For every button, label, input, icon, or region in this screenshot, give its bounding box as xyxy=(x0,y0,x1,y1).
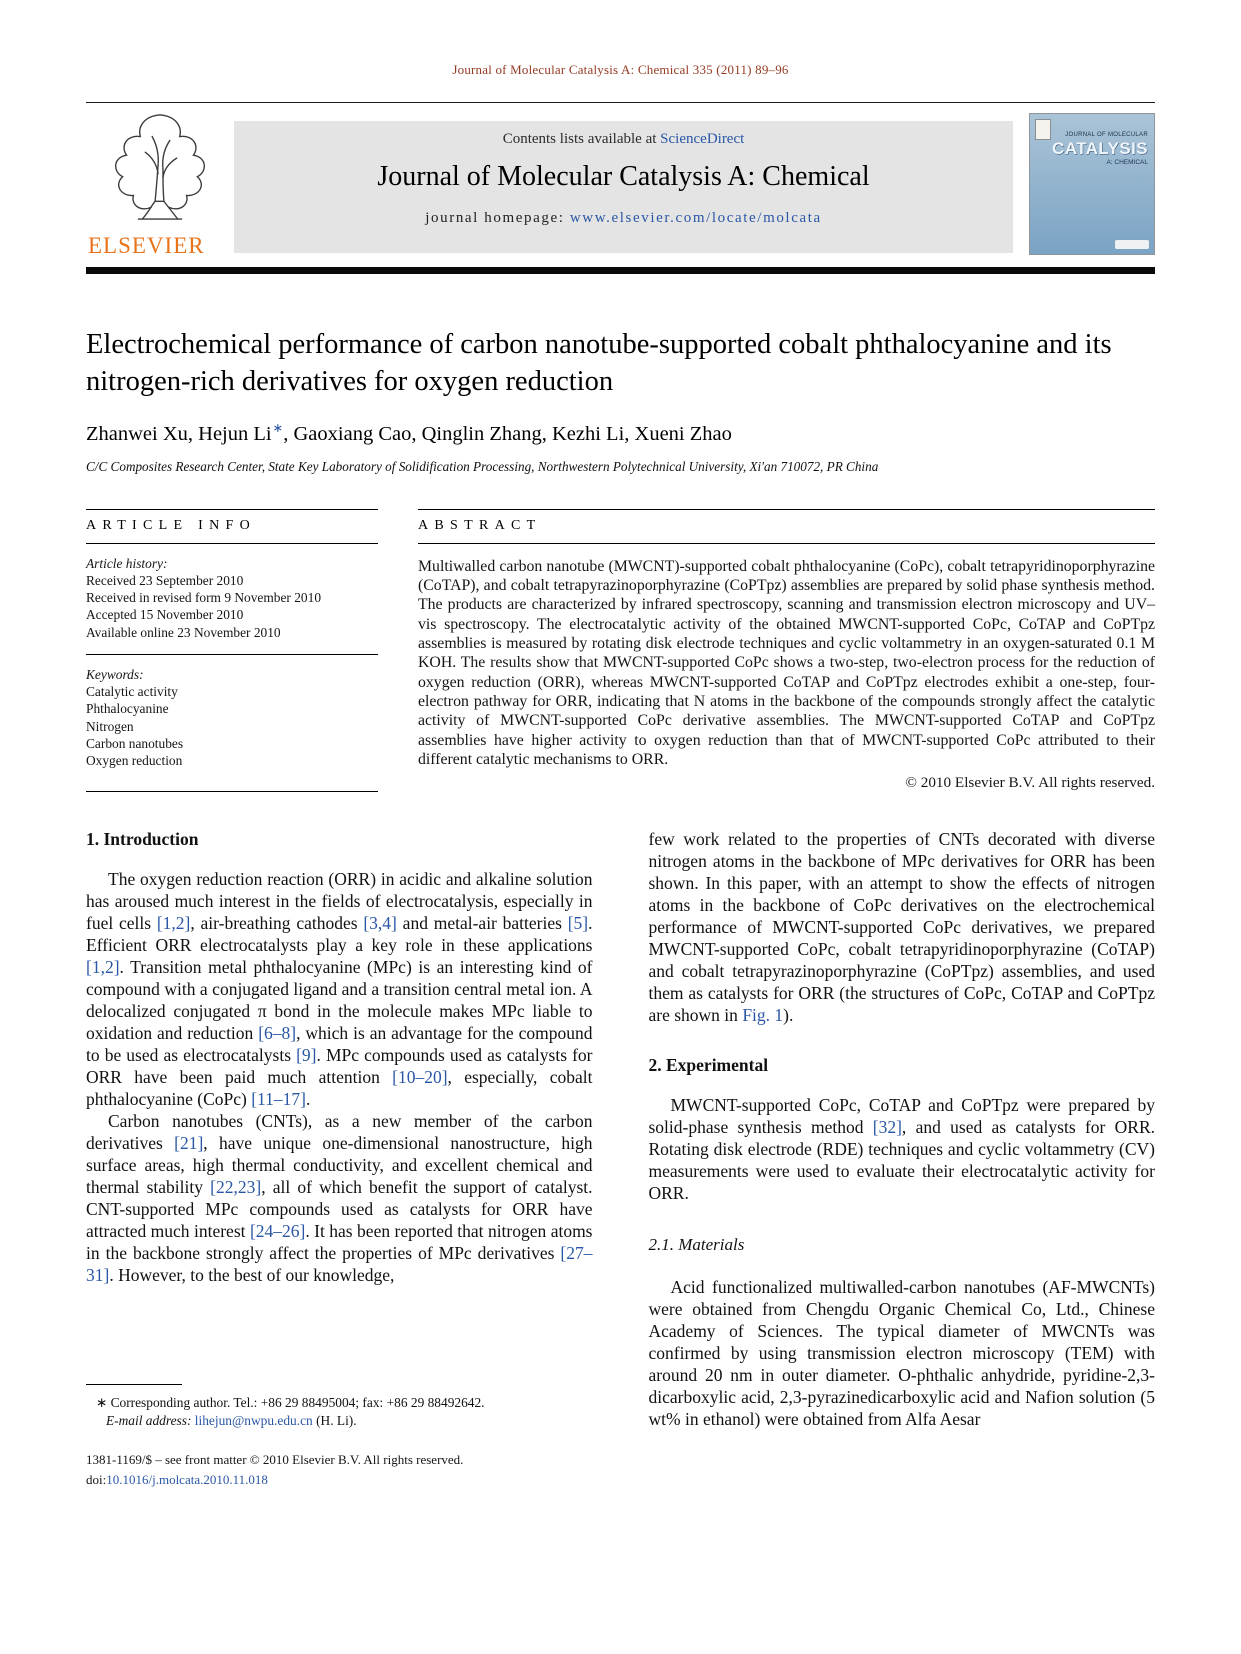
article-history-item: Accepted 15 November 2010 xyxy=(86,607,244,623)
keywords-label: Keywords: xyxy=(86,667,144,683)
ref-link[interactable]: [11–17] xyxy=(251,1089,306,1110)
issn-line: 1381-1169/$ – see front matter © 2010 Elsevier B.V. All rights reserved. xyxy=(86,1452,464,1468)
article-info-column xyxy=(86,509,378,792)
text-segment: , air-breathing cathodes xyxy=(190,913,364,934)
ref-link[interactable]: [32] xyxy=(872,1117,902,1138)
intro-paragraph-2 xyxy=(86,1110,593,1286)
abstract-heading: ABSTRACT xyxy=(418,509,1155,544)
ref-link[interactable]: [1,2] xyxy=(156,913,191,934)
article-history-item: Available online 23 November 2010 xyxy=(86,624,281,640)
materials-heading: 2.1. Materials xyxy=(648,1235,745,1255)
article-history-item: Received in revised form 9 November 2010 xyxy=(86,590,322,606)
keyword-item: Phthalocyanine xyxy=(86,701,169,717)
doi-prefix: doi: xyxy=(86,1471,107,1487)
text-segment: . It has been reported that nitrogen atoms in the backbone strongly affect the properties of MPc derivatives xyxy=(86,1221,593,1264)
keyword-item: Oxygen reduction xyxy=(86,753,183,769)
journal-cover xyxy=(1029,113,1155,255)
text-segment: . MPc compounds used as catalysts for ORR have been paid much attention xyxy=(86,1045,593,1088)
cover-title: CATALYSIS xyxy=(1052,139,1148,158)
corresponding-author-asterisk[interactable]: ∗ xyxy=(272,421,284,435)
homepage-prefix: journal homepage: xyxy=(425,210,570,226)
article-history-list xyxy=(86,572,378,641)
text-segment: Carbon nanotubes (CNTs), as a new member of the carbon derivatives xyxy=(86,1111,593,1154)
info-divider-rule xyxy=(86,654,378,655)
text-segment: ∗ Corresponding author. Tel.: +86 29 88495004; fax: +86 29 88492642. xyxy=(96,1395,485,1411)
header-black-bar xyxy=(86,267,1155,274)
ref-link[interactable]: [5] xyxy=(567,913,589,934)
text-segment: The oxygen reduction reaction (ORR) in acidic and alkaline solution has aroused much interest in the fields of electrocatalysis, especially in fuel cells xyxy=(86,869,593,934)
elsevier-logo xyxy=(86,109,234,257)
info-bottom-rule xyxy=(86,791,378,792)
materials-paragraph: Acid functionalized multiwalled-carbon nanotubes (AF-MWCNTs) were obtained from Chengdu Organic Chemical Co, Ltd., Chinese Academy of Sciences. The typical diameter of MWCNTs was confirmed by using transmission electron microscopy (TEM) with around 20 nm in outer diameter. O-phthalic anhydride, pyridine-2,3-dicarboxylic acid, 2,3-pyrazinedicarboxylic acid and Nafion solution (5 wt% in ethanol) were obtained from Alfa Aesar xyxy=(648,1277,1155,1430)
doi-link[interactable]: 10.1016/j.molcata.2010.11.018 xyxy=(106,1471,268,1487)
keyword-item: Carbon nanotubes xyxy=(86,735,184,751)
text-segment: , Gaoxiang Cao, Qinglin Zhang, Kezhi Li, Xueni Zhao xyxy=(283,422,732,445)
journal-citation: Journal of Molecular Catalysis A: Chemical 335 (2011) 89–96 xyxy=(452,62,789,77)
authors-line xyxy=(86,420,1155,446)
right-column xyxy=(649,828,1156,1430)
elsevier-wordmark: ELSEVIER xyxy=(88,233,205,258)
cover-footer-mark xyxy=(1115,240,1149,249)
text-segment: . Transition metal phthalocyanine (MPc) is an interesting kind of compound with a conjugated ligand and a transition central metal ion. A delocalized conjugated π bond in the molecule makes MPc liable to oxidation and reduction xyxy=(86,957,593,1044)
homepage-line xyxy=(234,210,1013,227)
header-top-rule xyxy=(86,102,1155,103)
journal-title: Journal of Molecular Catalysis A: Chemical xyxy=(377,161,870,192)
text-segment: E-mail address: xyxy=(106,1413,195,1429)
footnote-email-line xyxy=(86,1412,593,1430)
text-segment: . However, to the best of our knowledge, xyxy=(109,1265,395,1286)
abstract-column xyxy=(418,509,1155,792)
intro-paragraph-1 xyxy=(86,868,593,1110)
cover-logo-box xyxy=(1035,119,1051,140)
keywords-list xyxy=(86,683,378,769)
text-segment: , and used as catalysts for ORR. Rotating disk electrode (RDE) techniques and cyclic voltammetry (CV) measurements were used to evaluate their electrocatalytic activity for ORR. xyxy=(648,1117,1156,1204)
experimental-heading: 2. Experimental xyxy=(648,1055,769,1076)
ref-link[interactable]: [3,4] xyxy=(363,913,397,934)
article-history-label: Article history: xyxy=(86,555,168,571)
contents-line xyxy=(234,131,1013,148)
doi-line xyxy=(86,1470,1155,1490)
article-body xyxy=(86,828,1155,1430)
text-segment: , which is an advantage for the compound to be used as electrocatalysts xyxy=(86,1023,593,1066)
cover-subtitle: A: CHEMICAL xyxy=(1106,159,1148,166)
article-history-item: Received 23 September 2010 xyxy=(86,572,244,588)
email-link[interactable]: lihejun@nwpu.edu.cn xyxy=(194,1413,313,1429)
text-segment: , have unique one-dimensional nanostructure, high surface areas, high thermal conductivity, and excellent chemical and thermal stability xyxy=(86,1133,593,1198)
text-segment: few work related to the properties of CNTs decorated with diverse nitrogen atoms in the backbone of MPc derivatives for ORR has been shown. In this paper, with an attempt to show the effects of nitrogen atoms in the backbone of CoPc derivatives on the electrochemical performance of MWCNT-supported CoPc derivatives, we prepared MWCNT-supported CoPc, cobalt tetrapyridinoporphyrazine (CoTAP) and cobalt tetrapyrazinoporphyrazine (CoPTpz) assemblies, and used them as catalysts for ORR (the structures of CoPc, CoTAP and CoPTpz are shown in xyxy=(648,829,1155,1026)
intro-heading: 1. Introduction xyxy=(86,829,199,850)
info-abstract-section xyxy=(86,509,1155,792)
ref-link[interactable]: [1,2] xyxy=(86,957,120,978)
text-segment: ). xyxy=(783,1005,794,1026)
ref-link[interactable]: [6–8] xyxy=(258,1023,297,1044)
ref-link[interactable]: [27–31] xyxy=(86,1243,593,1286)
ref-link[interactable]: [24–26] xyxy=(249,1221,306,1242)
text-segment: and metal-air batteries xyxy=(396,913,568,934)
ref-link[interactable]: [21] xyxy=(174,1133,204,1154)
journal-header xyxy=(86,107,1155,259)
cover-journal-line: JOURNAL OF MOLECULAR xyxy=(1065,132,1148,138)
text-segment: , all of which benefit the support of catalyst. CNT-supported MPc compounds used as catalysts for ORR have attracted much interest xyxy=(86,1177,593,1242)
experimental-paragraph xyxy=(649,1094,1156,1204)
text-segment: Zhanwei Xu, Hejun Li xyxy=(86,422,272,445)
footnote-corresponding xyxy=(86,1394,593,1412)
elsevier-tree-icon xyxy=(101,109,219,221)
sciencedirect-link[interactable]: ScienceDirect xyxy=(660,131,745,147)
text-segment: . xyxy=(306,1089,311,1110)
text-segment: MWCNT-supported CoPc, CoTAP and CoPTpz were prepared by solid-phase synthesis method xyxy=(648,1095,1155,1138)
ref-link[interactable]: [22,23] xyxy=(210,1177,262,1198)
footnote xyxy=(86,1344,593,1430)
text-segment: , especially, cobalt phthalocyanine (CoPc) xyxy=(86,1067,593,1110)
article-title: Electrochemical performance of carbon nanotube-supported cobalt phthalocyanine and its nitrogen-rich derivatives for oxygen reduction xyxy=(86,329,1112,397)
text-segment: . Efficient ORR electrocatalysts play a key role in these applications xyxy=(86,913,593,956)
footnote-rule xyxy=(86,1384,182,1385)
ref-link[interactable]: [9] xyxy=(296,1045,317,1066)
left-column xyxy=(86,828,593,1430)
page-footer xyxy=(86,1450,1155,1489)
ref-link[interactable]: [10–20] xyxy=(392,1067,448,1088)
figure-1-link[interactable]: Fig. 1 xyxy=(742,1005,784,1026)
keyword-item: Nitrogen xyxy=(86,718,134,734)
continuation-paragraph xyxy=(649,828,1156,1026)
homepage-link[interactable]: www.elsevier.com/locate/molcata xyxy=(569,210,822,226)
text-segment: (H. Li). xyxy=(312,1413,357,1429)
keyword-item: Catalytic activity xyxy=(86,684,178,700)
article-info-heading: ARTICLE INFO xyxy=(86,509,378,544)
abstract-text: Multiwalled carbon nanotube (MWCNT)-supported cobalt phthalocyanine (CoPc), cobalt tetrapyridinoporphyrazine (CoTAP), and cobalt tetrapyrazinoporphyrazine (CoPTpz) assemblies are prepared by solid phase synthesis method. The products are characterized by infrared spectroscopy, scanning and transmission electron microscopy and UV–vis spectroscopy. The electrocatalytic activity of the obtained MWCNT-supported CoPc, CoTAP and CoPTpz assemblies is measured by rotating disk electrode techniques and cyclic voltammetry in an oxygen-saturated 0.1 M KOH. The results show that MWCNT-supported CoPc shows a two-step, two-electron process for the reduction of oxygen reduction (ORR), whereas MWCNT-supported CoTAP and CoPTpz electrodes exhibit a one-step, four-electron pathway for ORR, indicating that N atoms in the backbone of the compounds strongly affect the catalytic activity of MWCNT-supported CoPc derivative assemblies. The MWCNT-supported CoTAP and CoPTpz assemblies have higher activity to oxygen reduction than that of MWCNT-supported CoPc attributed to their different catalytic mechanisms to ORR. xyxy=(418,557,1155,768)
copyright-line: © 2010 Elsevier B.V. All rights reserved. xyxy=(905,774,1155,792)
affiliation: C/C Composites Research Center, State Key Laboratory of Solidification Processing, Northwestern Polytechnical University, Xi'an 710072, PR China xyxy=(86,458,879,474)
contents-prefix: Contents lists available at xyxy=(502,131,661,147)
header-banner xyxy=(234,121,1013,253)
